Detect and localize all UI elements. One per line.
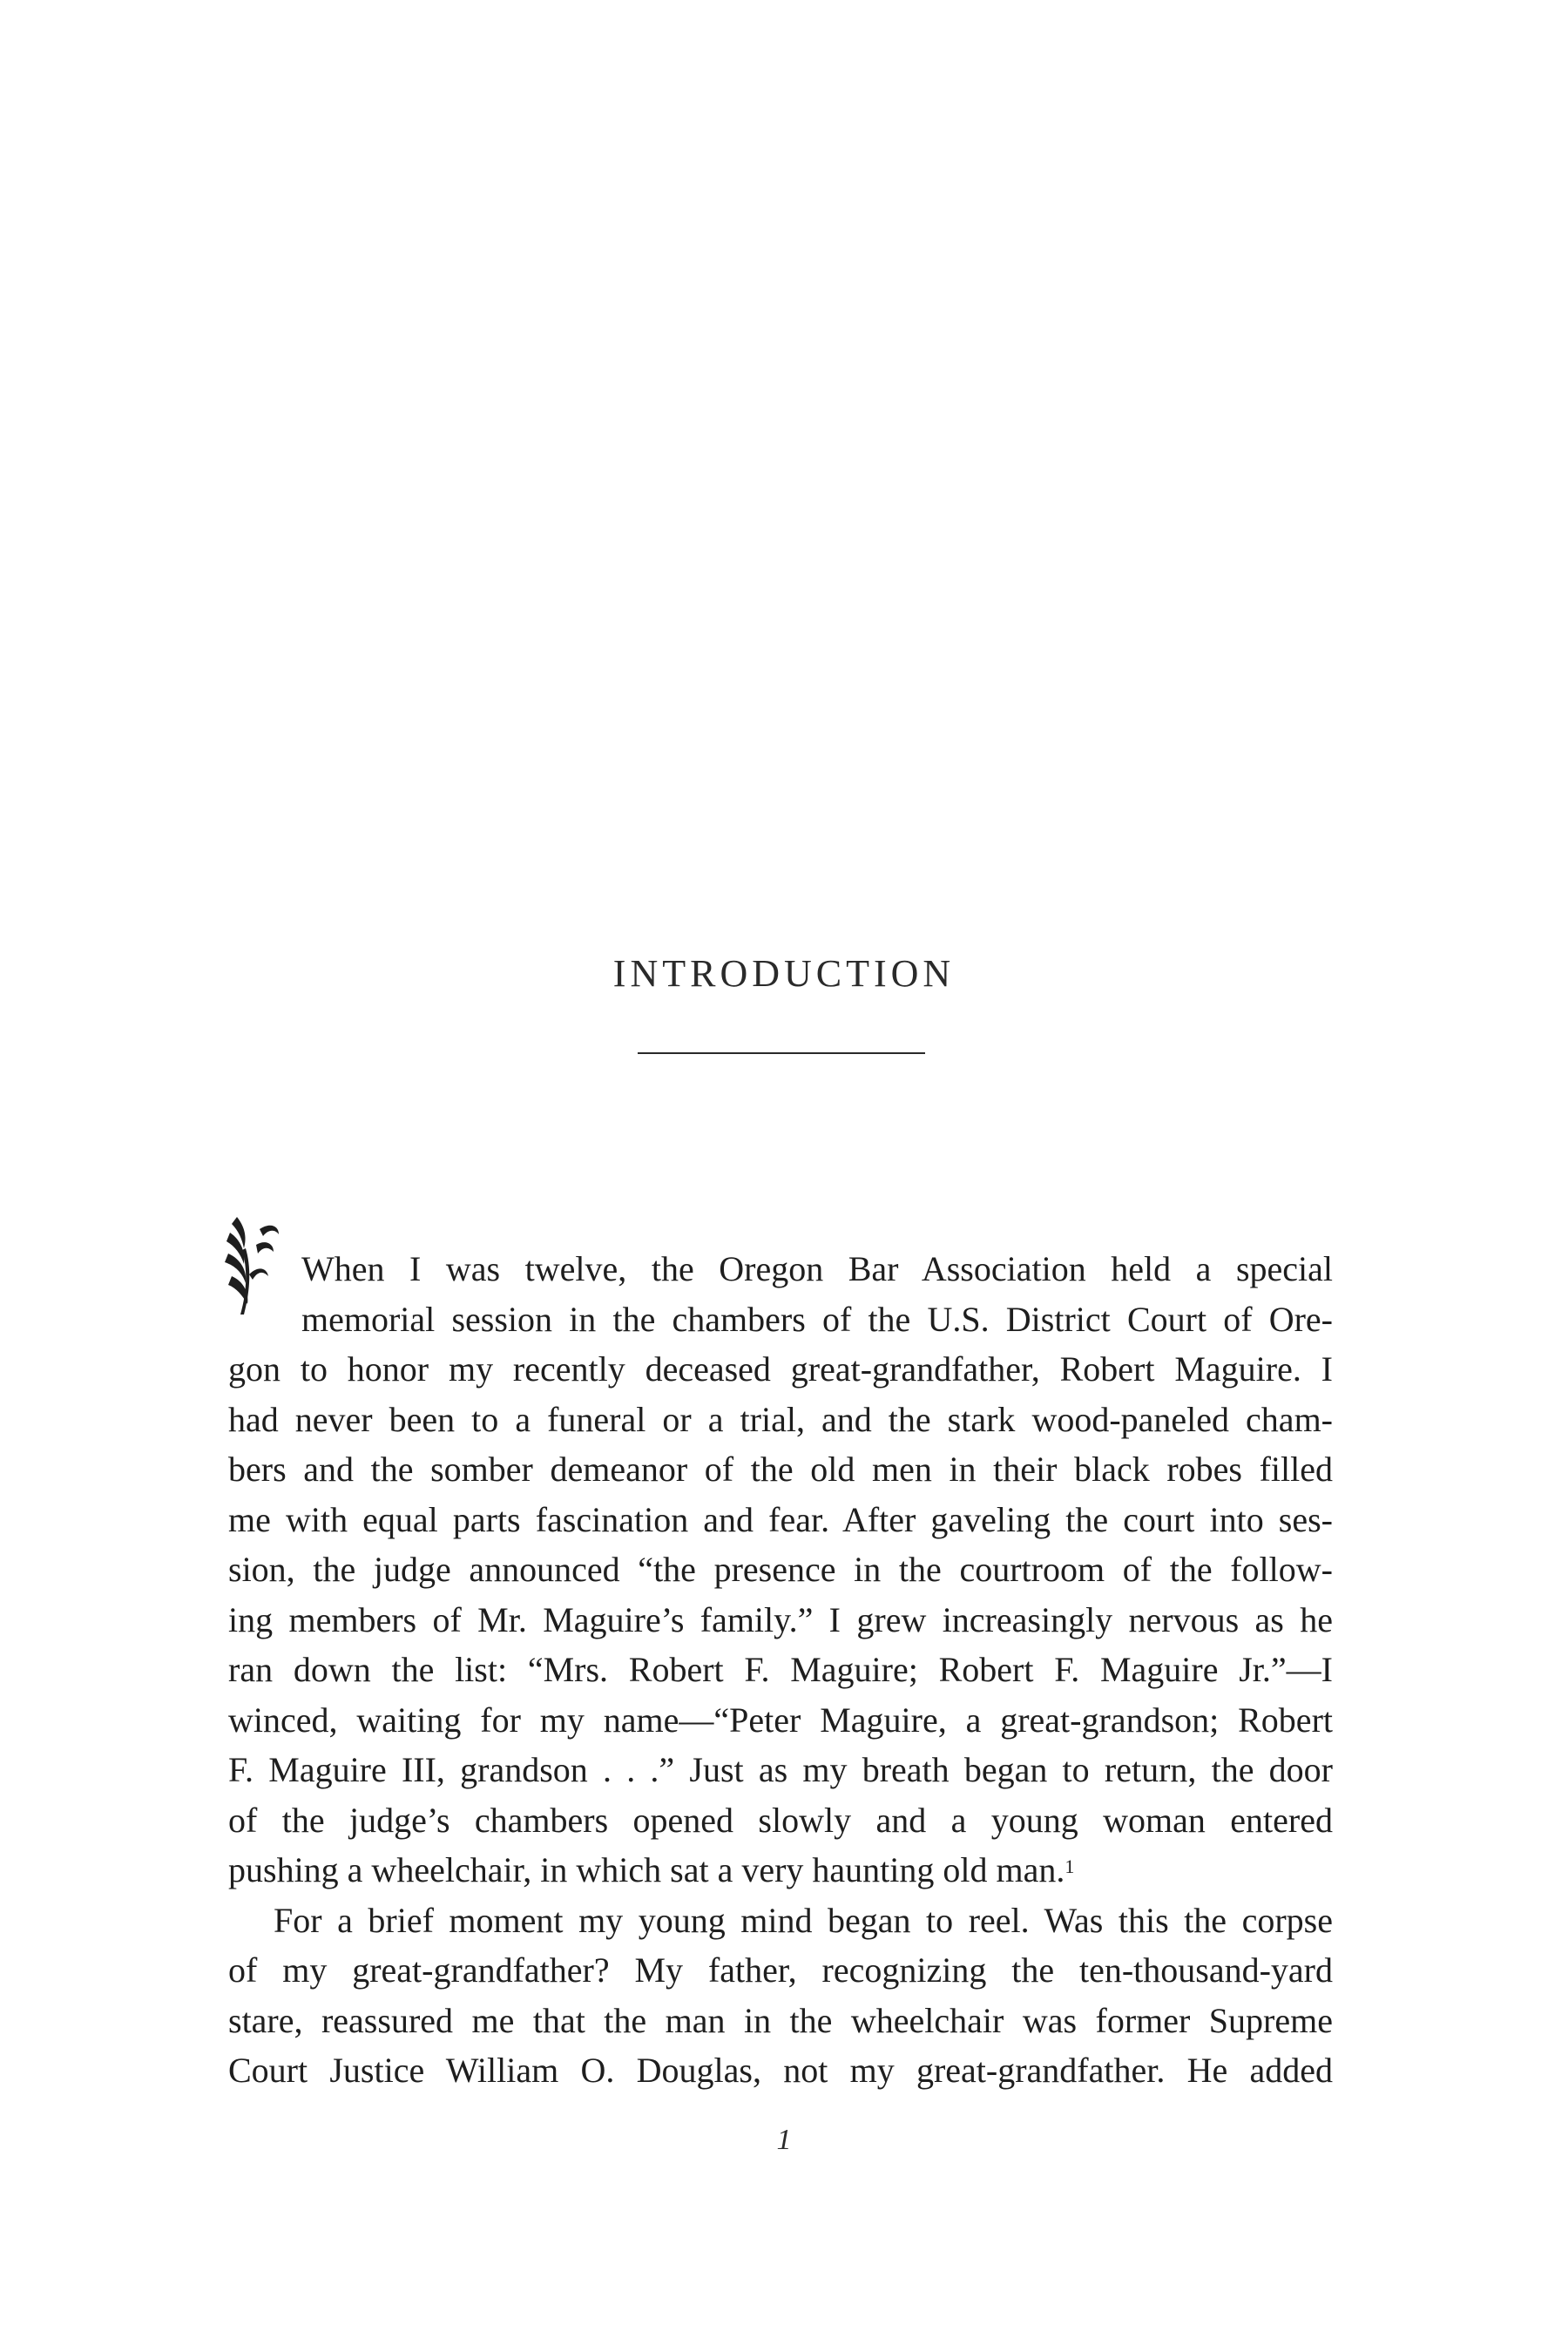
text-line: F. Maguire III, grandson . . .” Just as my breath began to return, the door (228, 1750, 1333, 1789)
text-line: stare, reassured me that the man in the wheelchair was former Supreme (228, 2000, 1333, 2040)
paragraph-1 (228, 1244, 1333, 1896)
footnote-marker[interactable]: 1 (1064, 1855, 1075, 1877)
title-rule (638, 1052, 925, 1054)
text-line: bers and the somber demeanor of the old men in their black robes filled (228, 1450, 1333, 1489)
text-line: me with equal parts fascination and fear. After gaveling the court into ses- (228, 1499, 1333, 1539)
text-line-last (228, 1845, 1333, 1896)
body-text (228, 1244, 1333, 2096)
text-line: Court Justice William O. Douglas, not my great-grandfather. He added (228, 2051, 1333, 2090)
text-line: ing members of Mr. Maguire’s family.” I grew increasingly nervous as he (228, 1599, 1333, 1639)
text-line: sion, the judge announced “the presence in the courtroom of the follow- (228, 1550, 1333, 1589)
text-line: When I was twelve, the Oregon Bar Association held a special (301, 1249, 1333, 1288)
text-line: ran down the list: “Mrs. Robert F. Maguire; Robert F. Maguire Jr.”—I (228, 1650, 1333, 1689)
page-number: 1 (776, 2124, 792, 2156)
text-line: winced, waiting for my name—“Peter Maguire, a great-grandson; Robert (228, 1700, 1333, 1740)
text-line: For a brief moment my young mind began to reel. Was this the corpse (274, 1900, 1333, 1940)
text-line: of the judge’s chambers opened slowly and a young woman entered (228, 1800, 1333, 1840)
text-line: memorial session in the chambers of the U.S. District Court of Ore- (301, 1299, 1333, 1339)
paragraph-2 (228, 1896, 1333, 2096)
text-line: pushing a wheelchair, in which sat a very haunting old man. (228, 1850, 1065, 1889)
text-line: had never been to a funeral or a trial, and the stark wood-paneled cham- (228, 1399, 1333, 1439)
text-line: gon to honor my recently deceased great-grandfather, Robert Maguire. I (228, 1349, 1333, 1389)
chapter-title: INTRODUCTION (612, 952, 956, 995)
text-line: of my great-grandfather? My father, recognizing the ten-thousand-yard (228, 1950, 1333, 1990)
